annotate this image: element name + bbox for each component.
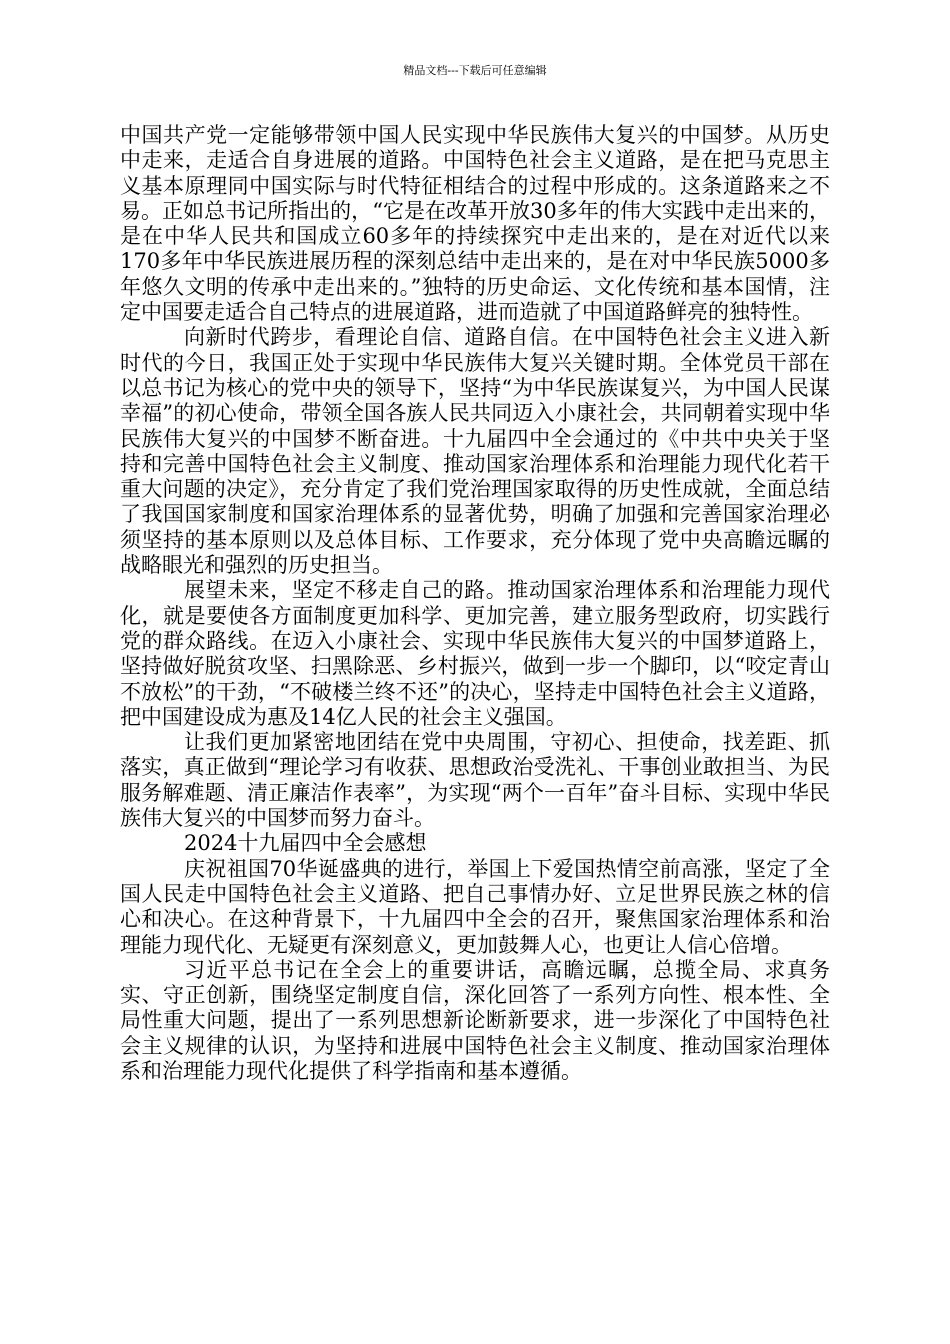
- paragraph-3: 展望未来，坚定不移走自己的路。推动国家治理体系和治理能力现代化，就是要使各方面制度更加科学、更加完善，建立服务型政府，切实践行党的群众路线。在迈入小康社会、实现中华民族伟大复兴的中国梦道路上，坚持做好脱贫攻坚、扫黑除恶、乡村振兴，做到一步一个脚印，以“咬定青山不放松”的干劲，“不破楼兰终不还”的决心，坚持走中国特色社会主义道路，把中国建设成为惠及14亿人民的社会主义强国。: [120, 578, 830, 729]
- paragraph-1: 中国共产党一定能够带领中国人民实现中华民族伟大复兴的中国梦。从历史中走来，走适合自身进展的道路。中国特色社会主义道路，是在把马克思主义基本原理同中国实际与时代特征相结合的过程中形成的。这条道路来之不易。正如总书记所指出的，“它是在改革开放30多年的伟大实践中走出来的，是在中华人民共和国成立60多年的持续探究中走出来的，是在对近代以来170多年中华民族进展历程的深刻总结中走出来的，是在对中华民族5000多年悠久文明的传承中走出来的。”独特的历史命运、文化传统和基本国情，注定中国要走适合自己特点的进展道路，进而造就了中国道路鲜亮的独特性。: [120, 123, 830, 325]
- section-title: 2024十九届四中全会感想: [184, 831, 427, 856]
- paragraph-5: 庆祝祖国70华诞盛典的进行，举国上下爱国热情空前高涨，坚定了全国人民走中国特色社会主义道路、把自己事情办好、立足世界民族之林的信心和决心。在这种背景下，十九届四中全会的召开，聚焦国家治理体系和治理能力现代化、无疑更有深刻意义，更加鼓舞人心，也更让人信心倍增。: [120, 856, 830, 957]
- paragraph-6: 习近平总书记在全会上的重要讲话，高瞻远瞩，总揽全局、求真务实、守正创新，围绕坚定制度自信，深化回答了一系列方向性、根本性、全局性重大问题，提出了一系列思想新论断新要求，进一步深化了中国特色社会主义规律的认识，为坚持和进展中国特色社会主义制度、推动国家治理体系和治理能力现代化提供了科学指南和基本遵循。: [120, 957, 830, 1083]
- page-header: 精品文档---下载后可任意编辑: [403, 64, 547, 77]
- paragraph-2: 向新时代跨步，看理论自信、道路自信。在中国特色社会主义进入新时代的今日，我国正处于实现中华民族伟大复兴关键时期。全体党员干部在以总书记为核心的党中央的领导下，坚持“为中华民族谋复兴，为中国人民谋幸福”的初心使命，带领全国各族人民共同迈入小康社会，共同朝着实现中华民族伟大复兴的中国梦不断奋进。十九届四中全会通过的《中共中央关于坚持和完善中国特色社会主义制度、推动国家治理体系和治理能力现代化若干重大问题的决定》，充分肯定了我们党治理国家取得的历史性成就，全面总结了我国国家制度和国家治理体系的显著优势，明确了加强和完善国家治理必须坚持的基本原则以及总体目标、工作要求，充分体现了党中央高瞻远瞩的战略眼光和强烈的历史担当。: [120, 325, 830, 578]
- document-body: [120, 123, 830, 1084]
- paragraph-4: 让我们更加紧密地团结在党中央周围，守初心、担使命，找差距、抓落实，真正做到“理论学习有收获、思想政治受洗礼、干事创业敢担当、为民服务解难题、清正廉洁作表率”，为实现“两个一百年”奋斗目标、实现中华民族伟大复兴的中国梦而努力奋斗。: [120, 730, 830, 831]
